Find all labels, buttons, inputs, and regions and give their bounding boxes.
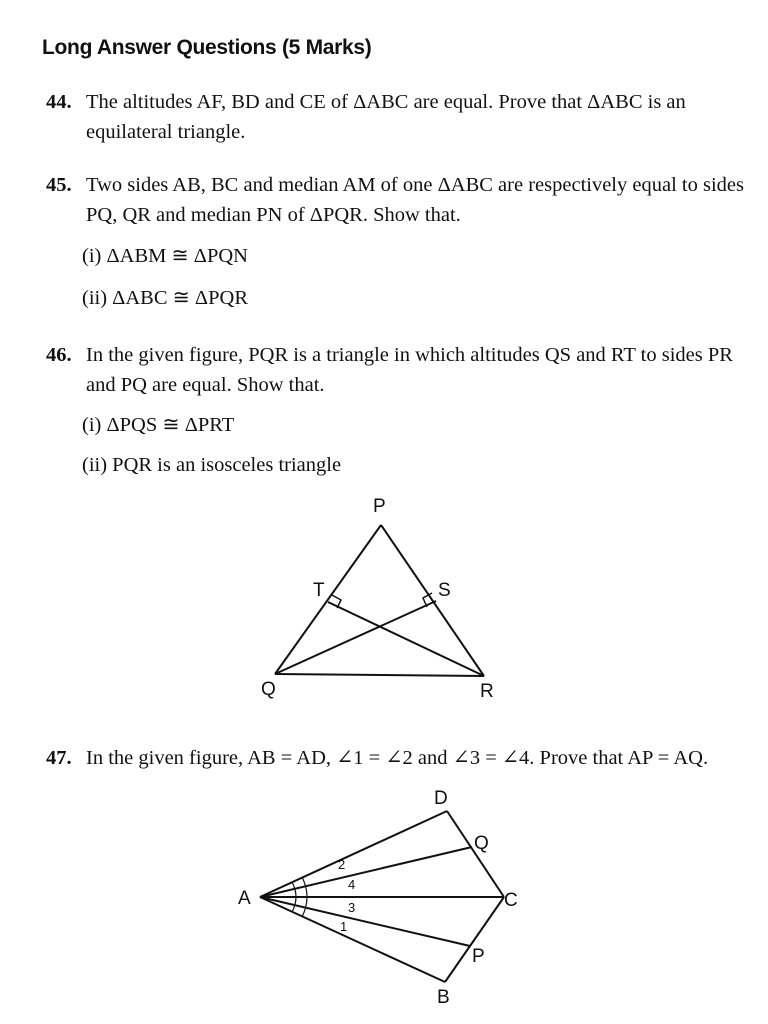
label-s: S bbox=[438, 580, 451, 601]
angle-label-4: 4 bbox=[348, 877, 356, 892]
segment-bc bbox=[445, 897, 504, 982]
question-text-line-1: In the given figure, AB = AD, ∠1 = ∠2 and ∠3 = ∠4. Prove that AP = AQ. bbox=[86, 747, 709, 769]
segment-dc bbox=[447, 811, 504, 897]
question-text-line-2: and PQ are equal. Show that. bbox=[86, 374, 325, 396]
question-text-line-1: Two sides AB, BC and median AM of one ΔABC are respectively equal to sides bbox=[86, 174, 744, 196]
angle-label-1: 1 bbox=[340, 919, 348, 934]
altitude-qs bbox=[275, 601, 436, 674]
label-p: P bbox=[472, 946, 485, 967]
angle-label-3: 3 bbox=[348, 900, 356, 915]
figure-47 bbox=[260, 811, 504, 982]
label-c: C bbox=[504, 890, 518, 911]
question-text-line-1: In the given figure, PQR is a triangle in which altitudes QS and RT to sides PR bbox=[86, 344, 733, 366]
label-b: B bbox=[437, 987, 450, 1008]
label-q: Q bbox=[261, 679, 276, 700]
question-number: 45. bbox=[46, 174, 72, 196]
question-text-line-2: equilateral triangle. bbox=[86, 121, 246, 143]
label-t: T bbox=[313, 580, 325, 601]
label-r: R bbox=[480, 681, 494, 702]
label-d: D bbox=[434, 788, 448, 809]
question-number: 44. bbox=[46, 91, 72, 113]
label-q: Q bbox=[474, 833, 489, 854]
segment-ap bbox=[260, 897, 470, 946]
side-qr bbox=[275, 674, 484, 676]
segment-aq bbox=[260, 847, 472, 897]
question-text-line-2: PQ, QR and median PN of ΔPQR. Show that. bbox=[86, 204, 461, 226]
question-46-part-i: (i) ΔPQS ≅ ΔPRT bbox=[82, 414, 235, 436]
label-p: P bbox=[373, 496, 386, 517]
angle-label-2: 2 bbox=[338, 857, 346, 872]
question-45-part-i: (i) ΔABM ≅ ΔPQN bbox=[82, 245, 248, 267]
question-text-line-1: The altitudes AF, BD and CE of ΔABC are equal. Prove that ΔABC is an bbox=[86, 91, 686, 113]
question-46-part-ii: (ii) PQR is an isosceles triangle bbox=[82, 454, 342, 476]
question-number: 46. bbox=[46, 344, 72, 366]
question-45-part-ii: (ii) ΔABC ≅ ΔPQR bbox=[82, 287, 248, 309]
side-pq bbox=[275, 525, 381, 674]
side-pr bbox=[381, 525, 484, 676]
question-number: 47. bbox=[46, 747, 72, 769]
label-a: A bbox=[238, 888, 251, 909]
section-heading: Long Answer Questions (5 Marks) bbox=[42, 36, 372, 59]
